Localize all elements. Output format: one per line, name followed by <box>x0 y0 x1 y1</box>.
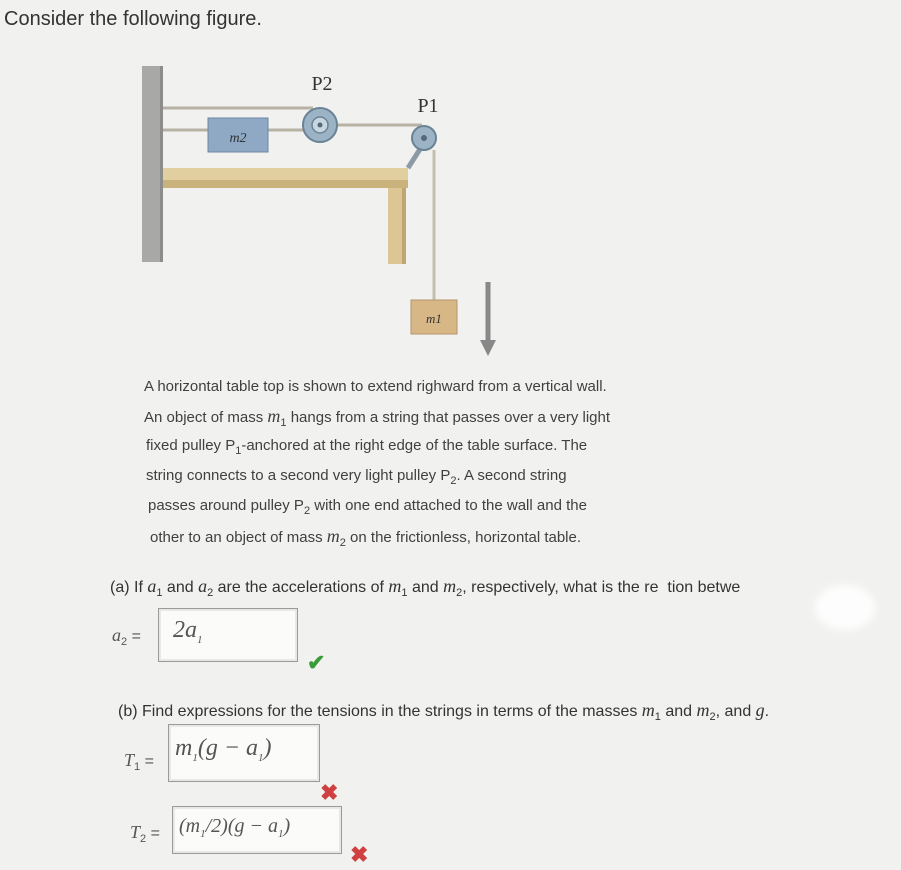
part-b-question: (b) Find expressions for the tensions in the strings in terms of the masses $m_1$ and $m_2$, and g. <box>118 700 770 724</box>
incorrect-icon-t2: ✖ <box>350 842 369 867</box>
description-line-6: other to an object of mass $m_2$ on the frictionless, horizontal table. <box>150 526 582 549</box>
part-a-answer-field[interactable] <box>158 608 298 662</box>
pulley-figure <box>140 60 560 380</box>
description-line-3: fixed pulley $P_1$-anchored at the right edge of the table surface. The <box>146 437 588 457</box>
t1-answer-value: $m_1(g - a_1)$ <box>175 735 272 764</box>
part-a-answer-label: $a_2$ = <box>112 625 141 649</box>
description-line-4: string connects to a second very light pulley $P_2$. A second string <box>146 467 567 487</box>
table-top <box>163 168 408 180</box>
block-m2-label: m2 <box>229 131 247 146</box>
t2-label: $T_2$ = <box>130 822 160 846</box>
part-a-question: (a) If $a_1$ and $a_2$ are the accelerations of $m_1$ and $m_2$, respectively, what is the re tion betwe <box>110 576 741 600</box>
part-a-answer-value: $2a_1$ <box>173 617 203 646</box>
t1-label: $T_1$ = <box>124 750 154 774</box>
description-line-2: An object of mass $m_1$ hangs from a string that passes over a very light <box>144 406 611 429</box>
page-heading: Consider the following figure. <box>4 8 262 30</box>
table-leg <box>388 188 404 264</box>
screen-glare <box>815 585 875 630</box>
description-line-1: A horizontal table top is shown to extend righward from a vertical wall. <box>144 378 607 395</box>
t2-answer-field[interactable] <box>172 806 342 854</box>
t2-answer-value: $(m_1/2)(g - a_1)$ <box>179 815 291 840</box>
t1-answer-field[interactable] <box>168 724 320 782</box>
wall <box>142 66 162 262</box>
pulley-p1-label: P1 <box>417 95 439 117</box>
pulley-p2-label: P2 <box>311 73 333 95</box>
incorrect-icon-t1: ✖ <box>320 780 339 805</box>
check-icon: ✔ <box>307 650 326 675</box>
block-m1-label: m1 <box>426 311 442 326</box>
description-line-5: passes around pulley $P_2$ with one end attached to the wall and the <box>148 497 587 517</box>
